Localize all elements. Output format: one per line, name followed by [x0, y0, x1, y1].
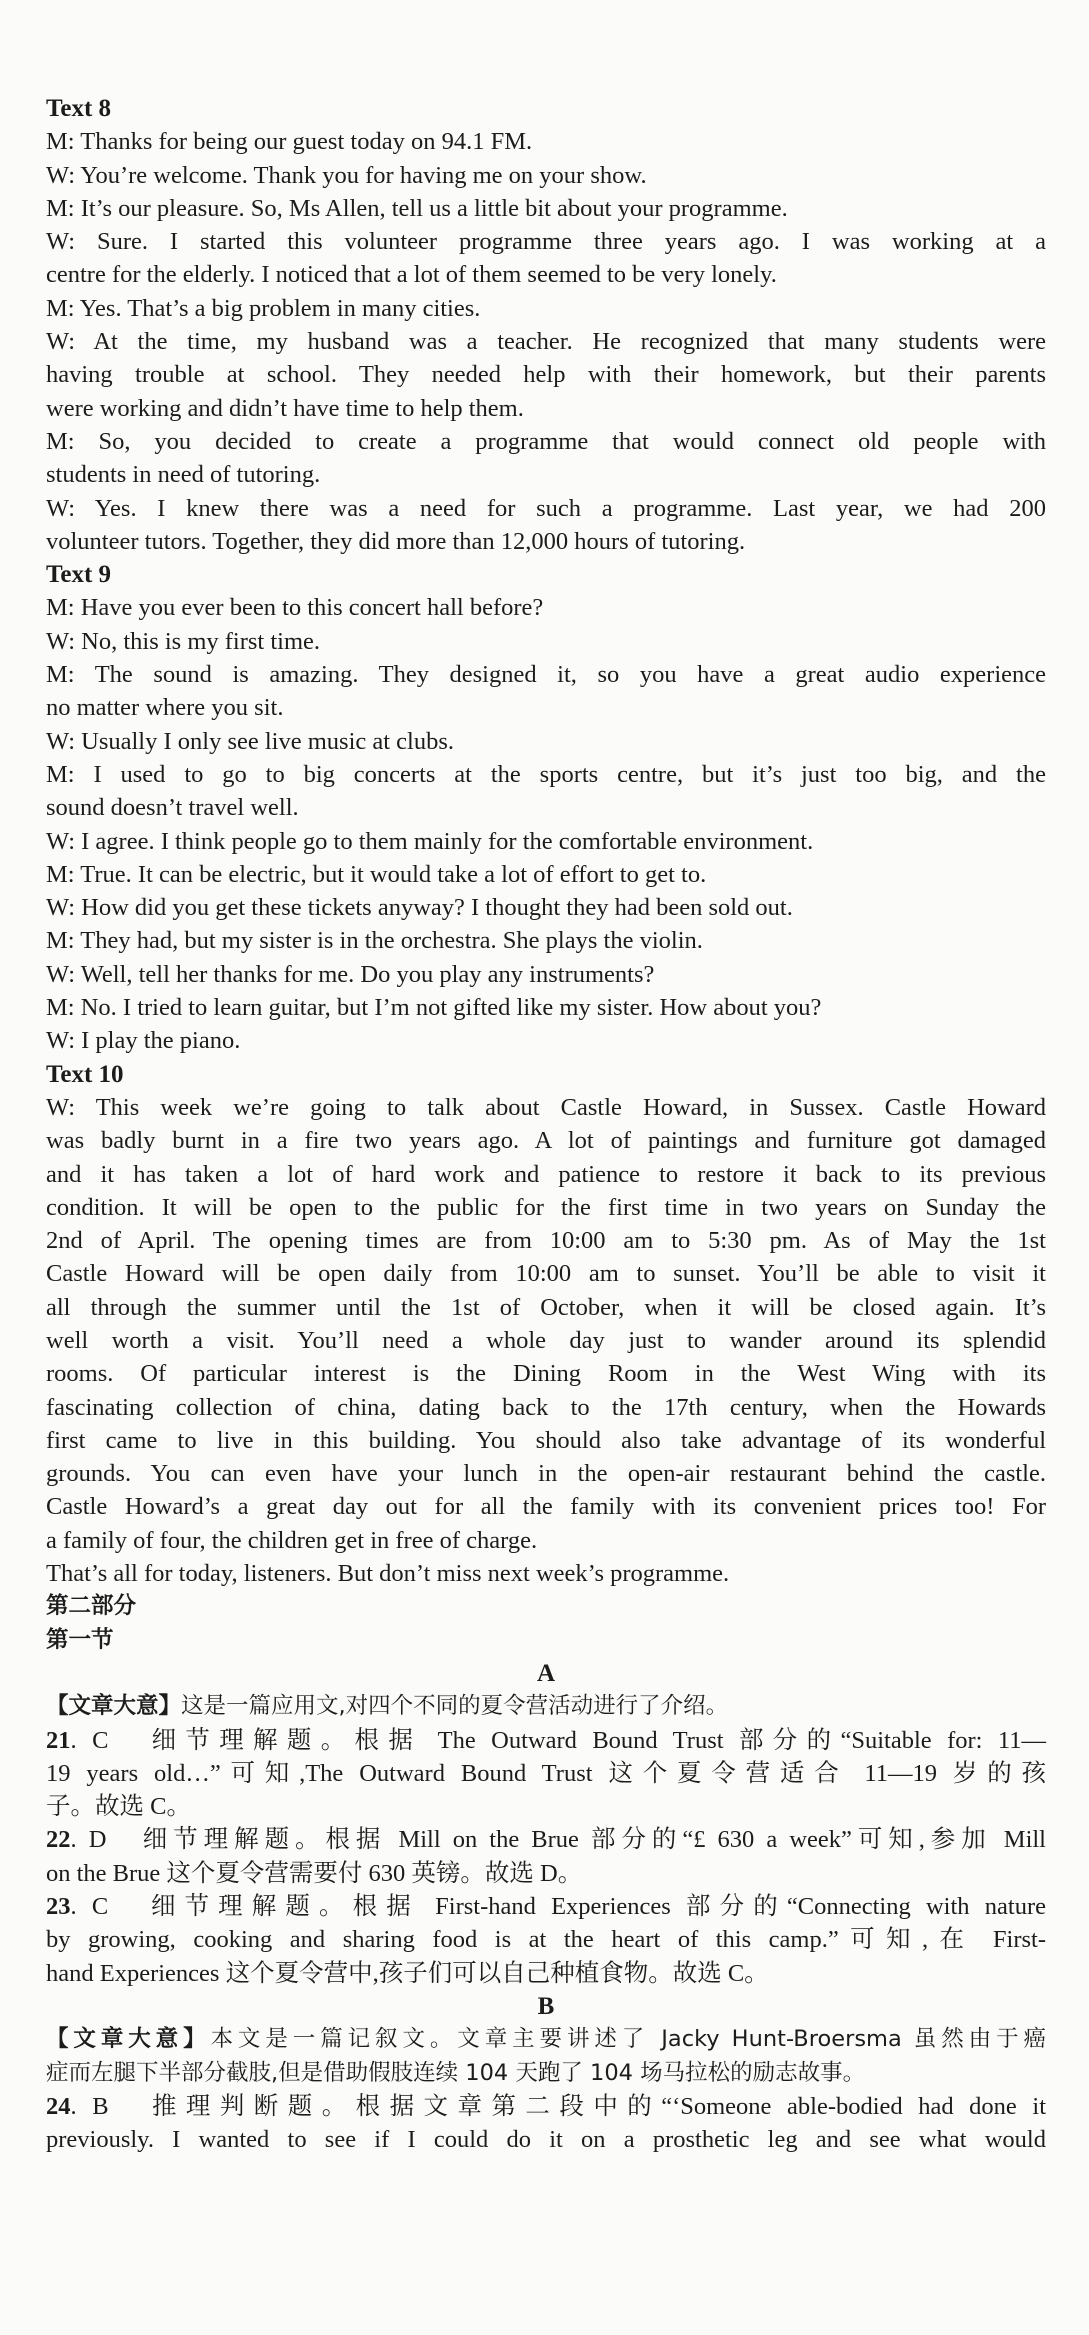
summary-label: 【文章大意】 — [46, 1693, 182, 1720]
monologue-line: grounds. You can even have your lunch in the open-air restaurant behind the castle. — [46, 1460, 1046, 1488]
monologue-line: first came to live in this building. You should also take advantage of its wonderful — [46, 1426, 1046, 1454]
answer-line: by growing, cooking and sharing food is at the heart of this camp.”可知,在 First- — [46, 1926, 1046, 1954]
summary-text: 这是一篇应用文,对四个不同的夏令营活动进行了介绍。 — [181, 1693, 729, 1720]
dialogue-line: students in need of tutoring. — [46, 461, 321, 489]
dialogue-line: W: Well, tell her thanks for me. Do you play any instruments? — [46, 960, 655, 988]
dialogue-line: W: Sure. I started this volunteer programme three years ago. I was working at a — [46, 228, 1046, 256]
answer-text: . D 细节理解题。根据 Mill on the Brue 部分的“£ 630 a week”可知,参加 Mill — [70, 1826, 1046, 1854]
dialogue-line: centre for the elderly. I noticed that a lot of them seemed to be very lonely. — [46, 261, 777, 289]
monologue-line: condition. It will be open to the public for the first time in two years on Sunday the — [46, 1193, 1046, 1221]
summary-line — [46, 1690, 1046, 1723]
section1-heading: 第一节 — [46, 1626, 114, 1653]
dialogue-line: M: Have you ever been to this concert hall before? — [46, 594, 544, 622]
dialogue-line: M: Thanks for being our guest today on 94.1 FM. — [46, 128, 533, 156]
dialogue-line: M: So, you decided to create a programme that would connect old people with — [46, 427, 1046, 455]
monologue-line: was badly burnt in a fire two years ago. A lot of paintings and furniture got damaged — [46, 1127, 1046, 1155]
text8-heading: Text 8 — [46, 95, 112, 122]
question-number: 24 — [46, 2092, 71, 2120]
section-a-letter: A — [536, 1659, 556, 1687]
monologue-line: Castle Howard’s a great day out for all the family with its convenient prices too! For — [46, 1493, 1046, 1521]
dialogue-line: no matter where you sit. — [46, 694, 284, 722]
dialogue-line: W: Yes. I knew there was a need for such a programme. Last year, we had 200 — [46, 494, 1046, 522]
monologue-line: all through the summer until the 1st of October, when it will be closed again. It’s — [46, 1293, 1046, 1321]
summary-text: 本文是一篇记叙文。文章主要讲述了 Jacky Hunt-Broersma 虽然由于癌 — [210, 2026, 1046, 2053]
answer-line: 19 years old…”可知,The Outward Bound Trust 这个夏令营适合 11—19 岁的孩 — [46, 1759, 1046, 1787]
answer-text: . C 细节理解题。根据 First-hand Experiences 部分的“Connecting with nature — [70, 1893, 1046, 1921]
dialogue-line: M: No. I tried to learn guitar, but I’m not gifted like my sister. How about you? — [46, 994, 822, 1022]
dialogue-line: volunteer tutors. Together, they did more than 12,000 hours of tutoring. — [46, 527, 746, 555]
answer-text: . B 推理判断题。根据文章第二段中的“‘Someone able-bodied had done it — [70, 2092, 1046, 2120]
dialogue-line: M: The sound is amazing. They designed it, so you have a great audio experience — [46, 661, 1046, 689]
answer-line: hand Experiences 这个夏令营中,孩子们可以自己种植食物。故选 C。 — [46, 1959, 769, 1987]
part2-heading: 第二部分 — [46, 1593, 137, 1620]
dialogue-line: M: True. It can be electric, but it would take a lot of effort to get to. — [46, 860, 707, 888]
dialogue-line: M: They had, but my sister is in the orchestra. She plays the violin. — [46, 927, 703, 955]
dialogue-line: having trouble at school. They needed help with their homework, but their parents — [46, 361, 1046, 389]
answer-line: 子。故选 C。 — [46, 1793, 191, 1821]
answer-line: previously. I wanted to see if I could do it on a prosthetic leg and see what would — [46, 2126, 1046, 2154]
summary-line — [46, 2023, 1046, 2056]
answer-line: on the Brue 这个夏令营需要付 630 英镑。故选 D。 — [46, 1859, 583, 1887]
text10-heading: Text 10 — [46, 1060, 124, 1088]
question-number: 21 — [46, 1726, 71, 1754]
monologue-line: and it has taken a lot of hard work and patience to restore it back to its previous — [46, 1160, 1046, 1188]
dialogue-line: W: I play the piano. — [46, 1027, 241, 1055]
answer-line — [46, 2090, 1046, 2123]
monologue-line: That’s all for today, listeners. But don’t miss next week’s programme. — [46, 1560, 730, 1588]
dialogue-line: W: At the time, my husband was a teacher. He recognized that many students were — [46, 328, 1046, 356]
dialogue-line: W: How did you get these tickets anyway? I thought they had been sold out. — [46, 894, 793, 922]
monologue-line: W: This week we’re going to talk about Castle Howard, in Sussex. Castle Howard — [46, 1093, 1046, 1121]
dialogue-line: M: Yes. That’s a big problem in many cities. — [46, 294, 481, 322]
dialogue-line: W: You’re welcome. Thank you for having me on your show. — [46, 161, 647, 189]
dialogue-line: sound doesn’t travel well. — [46, 794, 299, 822]
answer-line — [46, 1823, 1046, 1856]
dialogue-line: M: It’s our pleasure. So, Ms Allen, tell us a little bit about your programme. — [46, 194, 788, 222]
question-number: 22 — [46, 1826, 71, 1854]
monologue-line: Castle Howard will be open daily from 10:00 am to sunset. You’ll be able to visit it — [46, 1260, 1046, 1288]
dialogue-line: W: Usually I only see live music at clubs. — [46, 727, 455, 755]
text9-heading: Text 9 — [46, 561, 112, 589]
dialogue-line: M: I used to go to big concerts at the sports centre, but it’s just too big, and the — [46, 760, 1046, 788]
section-b-letter: B — [537, 1992, 555, 2020]
monologue-line: well worth a visit. You’ll need a whole day just to wander around its splendid — [46, 1326, 1046, 1354]
monologue-line: 2nd of April. The opening times are from 10:00 am to 5:30 pm. As of May the 1st — [46, 1227, 1046, 1255]
dialogue-line: W: No, this is my first time. — [46, 627, 321, 655]
summary-label: 【文章大意】 — [46, 2026, 211, 2053]
dialogue-line: W: I agree. I think people go to them mainly for the comfortable environment. — [46, 827, 814, 855]
answer-line — [46, 1890, 1046, 1923]
monologue-line: a family of four, the children get in free of charge. — [46, 1526, 538, 1554]
summary-line: 症而左腿下半部分截肢,但是借助假肢连续 104 天跑了 104 场马拉松的励志故事。 — [46, 2059, 866, 2086]
monologue-line: rooms. Of particular interest is the Dining Room in the West Wing with its — [46, 1360, 1046, 1388]
monologue-line: fascinating collection of china, dating back to the 17th century, when the Howards — [46, 1393, 1046, 1421]
dialogue-line: were working and didn’t have time to help them. — [46, 394, 524, 422]
answer-line — [46, 1724, 1046, 1757]
answer-text: . C 细节理解题。根据 The Outward Bound Trust 部分的“Suitable for: 11— — [70, 1726, 1046, 1754]
answer-key-page — [46, 92, 1046, 2156]
question-number: 23 — [46, 1893, 71, 1921]
